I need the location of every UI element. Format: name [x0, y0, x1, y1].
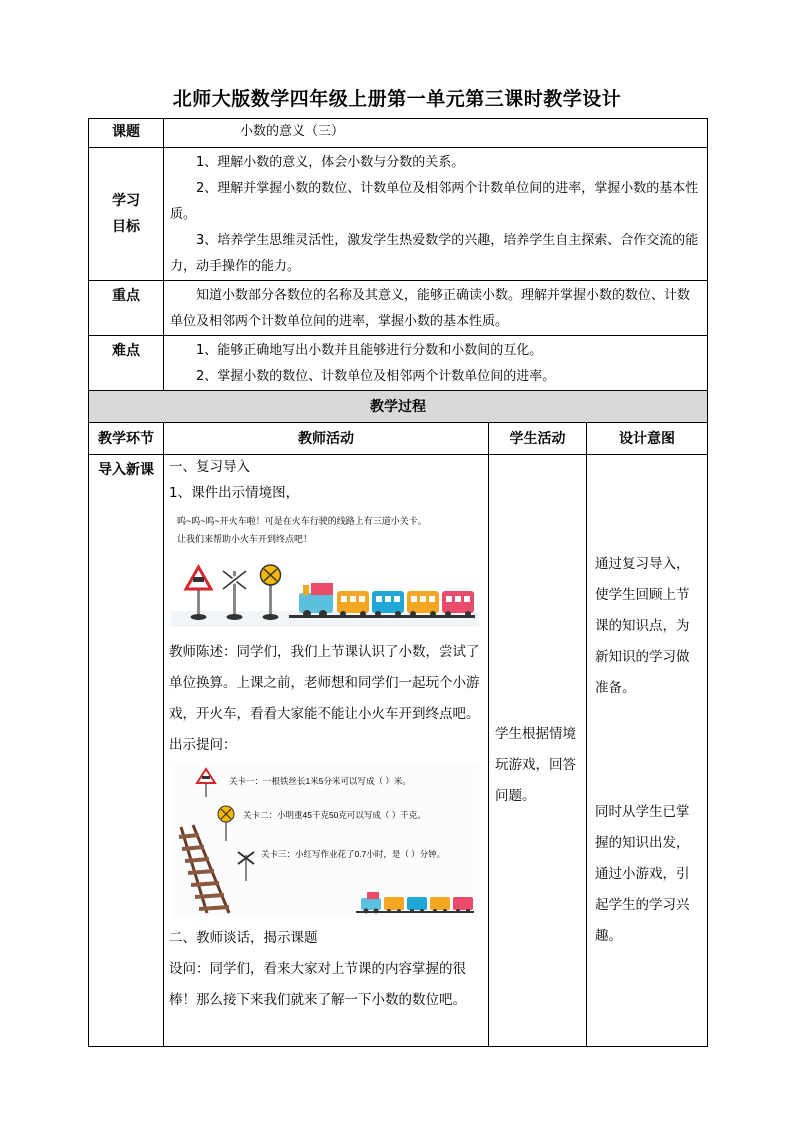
intent-paragraph: 通过复习导入，使学生回顾上节课的知识点，为新知识的学习做准备。 [595, 556, 690, 696]
difficulty-item: 1、能够正确地写出小数并且能够进行分数和小数间的互化。 [196, 343, 543, 358]
key-points-label: 重点 [89, 281, 164, 336]
column-header-row [89, 423, 708, 455]
objective-item: 2、理解并掌握小数的数位、计数单位及相邻两个计数单位间的进率，掌握小数的基本性质。 [170, 181, 699, 222]
topic-label: 课题 [89, 119, 164, 148]
process-row [89, 455, 708, 1047]
key-points-text: 知道小数部分各数位的名称及其意义，能够正确读小数。理解并掌握小数的数位、计数单位及相邻两个计数单位间的进率，掌握小数的基本性质。 [164, 281, 708, 336]
student-activity: 学生根据情境玩游戏，回答问题。 [489, 455, 587, 1047]
process-title: 教学过程 [89, 391, 708, 423]
topic-value: 小数的意义（三） [164, 119, 708, 148]
objective-item: 3、培养学生思维灵活性，激发学生热爱数学的兴趣，培养学生自主探索、合作交流的能力，动手操作的能力。 [170, 233, 699, 274]
checkpoint-1-text: 关卡一：一根铁丝长1米5分米可以写成（ ）米。 [229, 776, 411, 786]
topic-row [89, 119, 708, 148]
teacher-statement: 教师陈述：同学们，我们上节课认识了小数，尝试了单位换算。上课之前，老师想和同学们一起玩个小游戏，开火车，看看大家能不能让小火车开到终点吧。 [169, 644, 480, 722]
objectives-content [164, 148, 708, 281]
process-title-row [89, 391, 708, 423]
train-icon [289, 583, 475, 618]
scene-caption-line2: 让我们来帮助小火车开到终点吧！ [177, 534, 313, 544]
objectives-label: 学习 目标 [89, 148, 164, 281]
stage-label: 导入新课 [89, 455, 164, 1047]
question-intro: 出示提问： [169, 737, 237, 753]
difficulties-row [89, 336, 708, 391]
col-header-teacher: 教师活动 [164, 423, 489, 455]
key-points-row [89, 281, 708, 336]
objectives-row [89, 148, 708, 281]
lesson-table [88, 118, 708, 1047]
section-heading: 二、教师谈话，揭示课题 [169, 930, 318, 946]
step-text: 1、课件出示情境图， [169, 485, 300, 501]
col-header-student: 学生活动 [489, 423, 587, 455]
col-header-intent: 设计意图 [587, 423, 708, 455]
section-heading: 一、复习导入 [169, 459, 250, 475]
objective-item: 1、理解小数的意义，体会小数与分数的关系。 [196, 155, 465, 170]
design-intent [587, 455, 708, 1047]
difficulties-label: 难点 [89, 336, 164, 391]
scene-caption-line1: 呜~呜~呜~开火车啦！可是在火车行驶的线路上有三道小关卡。 [177, 516, 427, 526]
teacher-question: 设问：同学们，看来大家对上节课的内容掌握的很棒！那么接下来我们就来了解一下小数的数位吧。 [169, 961, 466, 1008]
intent-paragraph: 同时从学生已掌握的知识出发，通过小游戏，引起学生的学习兴趣。 [595, 804, 690, 944]
checkpoint-3-text: 关卡三：小红写作业花了0.7小时，是（ ）分钟。 [261, 849, 446, 859]
difficulty-item: 2、掌握小数的数位、计数单位及相邻两个计数单位间的进率。 [196, 369, 556, 384]
teacher-activity [164, 455, 489, 1047]
page-title: 北师大版数学四年级上册第一单元第三课时教学设计 [172, 88, 622, 110]
col-header-stage: 教学环节 [89, 423, 164, 455]
checkpoint-questions-image [171, 765, 479, 917]
difficulties-content [164, 336, 708, 391]
checkpoint-2-text: 关卡二：小明重45千克50克可以写成（ ）千克。 [243, 810, 426, 820]
train-scene-image [171, 511, 479, 631]
